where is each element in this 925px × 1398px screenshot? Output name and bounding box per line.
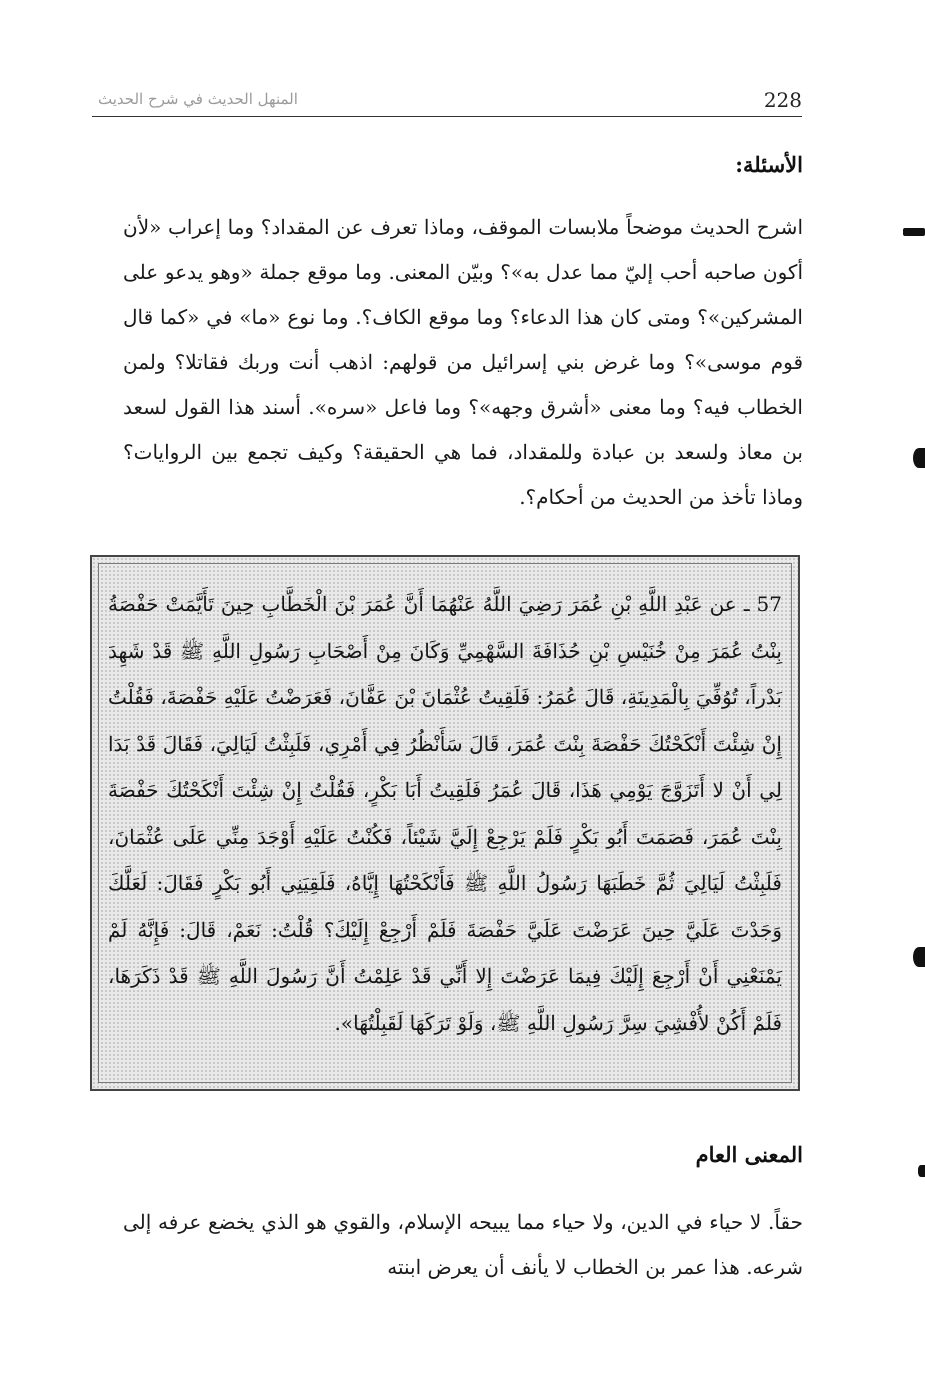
scan-margin-mark (913, 448, 925, 468)
hadith-body: ـ عن عَبْدِ اللَّهِ بْنِ عُمَرَ رَضِيَ اللَّهُ عَنْهُمَا أَنَّ عُمَرَ بْنَ الْخَطَّابِ حِينَ تَأَيَّمَتْ حَفْصَةُ بِنْتُ عُمَرَ مِنْ خُنَيْسِ بْنِ حُذَافَةَ السَّهْمِيِّ وَكَانَ مِنْ أَصْحَابِ رَسُولِ اللَّهِ ﷺ قَدْ شَهِدَ بَدْراً، تُوُفِّيَ بِالْمَدِينَةِ، قَالَ عُمَرُ: فَلَقِيتُ عُثْمَانَ بْنَ عَفَّانَ، فَعَرَضْتُ عَلَيْهِ حَفْصَةَ، فَقُلْتُ إِنْ شِئْتَ أَنْكَحْتُكَ حَفْصَةَ بِنْتَ عُمَرَ، قَالَ سَأَنْظُرُ فِي أَمْرِي، فَلَبِثْتُ لَيَالِيَ، فَقَالَ قَدْ بَدَا لِي أَنْ لا أَتَزَوَّجَ يَوْمِي هَذَا، قَالَ عُمَرُ فَلَقِيتُ أَبَا بَكْرٍ، فَقُلْتُ إِنْ شِئْتَ أَنْكَحْتُكَ حَفْصَةَ بِنْتَ عُمَرَ، فَصَمَتَ أَبُو بَكْرٍ فَلَمْ يَرْجِعْ إِلَيَّ شَيْئاً، فَكُنْتُ عَلَيْهِ أَوْجَدَ مِنِّي عَلَى عُثْمَانَ، فَلَبِثْتُ لَيَالِيَ ثُمَّ خَطَبَهَا رَسُولُ اللَّهِ ﷺ فَأَنْكَحْتُهَا إِيَّاهُ، فَلَقِيَنِي أَبُو بَكْرٍ فَقَالَ: لَعَلَّكَ وَجَدْتَ عَلَيَّ حِينَ عَرَضْتَ عَلَيَّ حَفْصَةَ فَلَمْ أَرْجِعْ إِلَيْكَ؟ قُلْتُ: نَعَمْ، قَالَ: فَإِنَّهُ لَمْ يَمْنَعْنِي أَنْ أَرْجِعَ إِلَيْكَ فِيمَا عَرَضْتَ إِلا أَنِّي قَدْ عَلِمْتُ أَنَّ رَسُولَ اللَّهِ ﷺ قَدْ ذَكَرَهَا، فَلَمْ أَكُنْ لأُفْشِيَ سِرَّ رَسُولِ اللَّهِ ﷺ، وَلَوْ تَرَكَهَا لَقَبِلْتُهَا». (108, 592, 782, 1035)
general-meaning-paragraph: حقاً. لا حياء في الدين، ولا حياء مما يبيحه الإسلام، والقوي هو الذي يخضع عرفه إلى شرعه. هذا عمر بن الخطاب لا يأنف أن يعرض ابنته (123, 1210, 803, 1279)
page-number: 228 (763, 88, 802, 112)
scan-margin-mark (918, 1165, 925, 1177)
hadith-box (90, 555, 800, 1091)
running-header (92, 86, 802, 117)
general-meaning-heading: المعنى العام (695, 1142, 803, 1167)
running-title: المنهل الحديث في شرح الحديث (98, 90, 298, 108)
hadith-number: 57 (756, 592, 782, 616)
questions-paragraph: اشرح الحديث موضحاً ملابسات الموقف، وماذا تعرف عن المقداد؟ وما إعراب «لأن أكون صاحبه أحب إليّ مما عدل به»؟ وبيّن المعنى. وما موقع جملة «وهو يدعو على المشركين»؟ ومتى كان هذا الدعاء؟ وما موقع الكاف؟. وما نوع «ما» في «كما قال قوم موسى»؟ وما غرض بني إسرائيل من قولهم: اذهب أنت وربك فقاتلا؟ ولمن الخطاب فيه؟ وما معنى «أشرق وجهه»؟ وما فاعل «سره». أسند هذا القول لسعد بن معاذ ولسعد بن عبادة وللمقداد، فما هي الحقيقة؟ وكيف تجمع بين الروايات؟ وماذا تأخذ من الحديث من أحكام؟. (123, 215, 803, 509)
questions-heading: الأسئلة: (735, 152, 803, 177)
hadith-text (108, 581, 782, 1046)
scan-margin-mark (913, 947, 925, 967)
scan-margin-mark (903, 228, 925, 236)
